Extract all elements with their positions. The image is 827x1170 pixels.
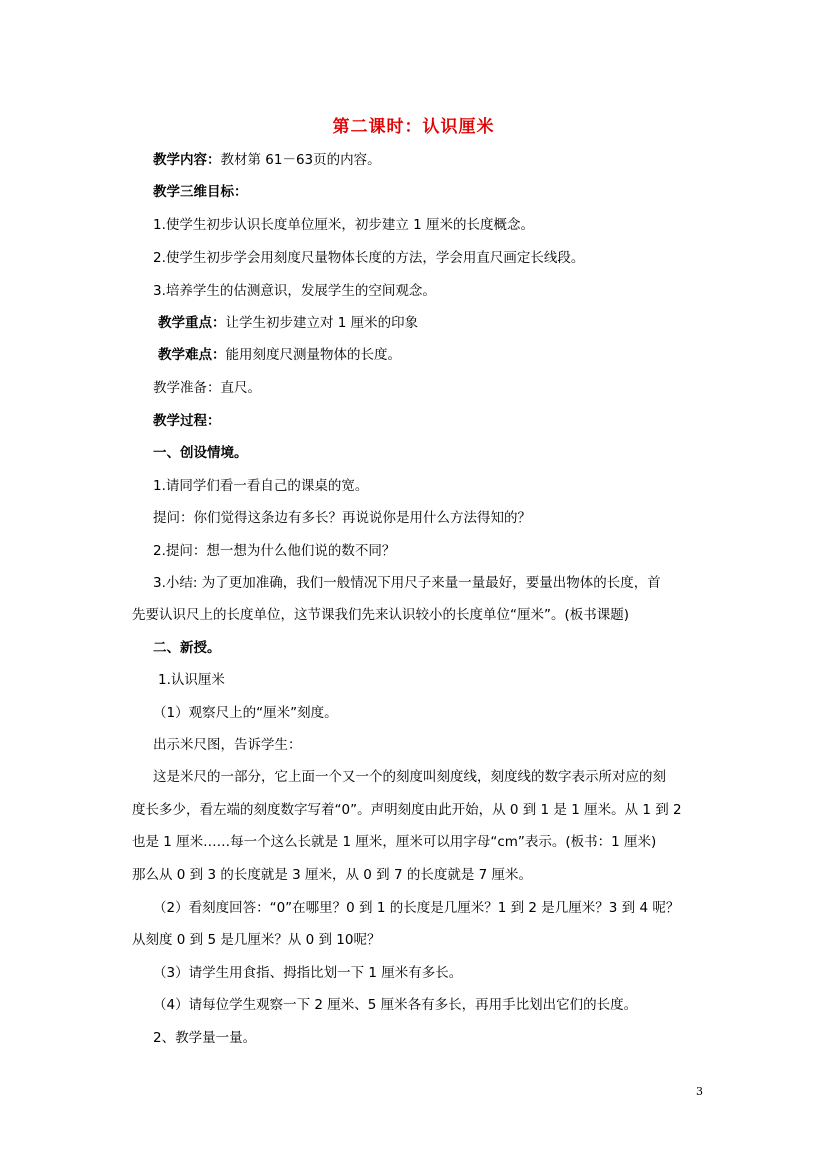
line-label: 教学过程：: [153, 413, 221, 429]
content-line: [153, 963, 462, 983]
content-line: [132, 605, 629, 625]
content-line: [158, 313, 418, 333]
content-line: [158, 345, 401, 365]
line-text: 让学生初步建立对 1 厘米的印象: [225, 315, 419, 331]
content-line: [153, 476, 368, 496]
line-label: 二、新授。: [153, 640, 221, 656]
page-number: 3: [696, 1085, 703, 1098]
line-text: 先要认识尺上的长度单位，这节课我们先来认识较小的长度单位“厘米”。(板书课题): [132, 607, 630, 623]
content-line: [153, 638, 221, 658]
content-line: [132, 832, 656, 852]
line-text: 度长多少，看左端的刻度数字写着“0”。声明刻度由此开始，从 0 到 1 是 1 厘米。从 1 到 2: [132, 802, 682, 818]
content-line: [132, 865, 532, 885]
line-text: （2）看刻度回答：“0”在哪里？0 到 1 的长度是几厘米？1 到 2 是几厘米？3 到 4 呢？: [153, 900, 680, 916]
line-text: 3.培养学生的估测意识，发展学生的空间观念。: [153, 283, 436, 299]
line-text: 2、教学量一量。: [153, 1030, 257, 1046]
line-label: 教学重点：: [158, 315, 226, 331]
line-text: 那么从 0 到 3 的长度就是 3 厘米，从 0 到 7 的长度就是 7 厘米。: [132, 867, 533, 883]
line-text: 2.使学生初步学会用刻度尺量物体长度的方法，学会用直尺画定长线段。: [153, 250, 585, 266]
content-line: [153, 573, 661, 593]
line-text: 出示米尺图，告诉学生：: [153, 737, 302, 753]
content-line: [153, 378, 261, 398]
content-line: [153, 508, 531, 528]
line-text: 1.认识厘米: [158, 672, 225, 688]
line-label: 一、创设情境。: [153, 445, 248, 461]
line-label: 教学三维目标：: [153, 184, 248, 200]
line-label: 教学内容：: [153, 152, 221, 168]
content-line: [153, 248, 584, 268]
line-text: （4）请每位学生观察一下 2 厘米、5 厘米各有多长，再用手比划出它们的长度。: [153, 997, 638, 1013]
content-line: [153, 995, 637, 1015]
content-line: [132, 800, 682, 820]
content-line: [153, 735, 302, 755]
content-line: [153, 767, 666, 787]
content-line: [153, 150, 381, 170]
content-line: [153, 443, 248, 463]
content-line: [153, 281, 436, 301]
line-text: 能用刻度尺测量物体的长度。: [225, 347, 401, 363]
content-line: [153, 411, 221, 431]
line-text: 2.提问：想一想为什么他们说的数不同？: [153, 543, 396, 559]
content-line: [153, 703, 338, 723]
line-text: 提问：你们觉得这条边有多长？再说说你是用什么方法得知的？: [153, 510, 531, 526]
line-text: 教学准备：直尺。: [153, 380, 261, 396]
line-text: 教材第 61－63页的内容。: [220, 152, 381, 168]
line-text: （1）观察尺上的“厘米”刻度。: [153, 705, 338, 721]
line-text: 也是 1 厘米……每一个这么长就是 1 厘米，厘米可以用字母“cm”表示。(板书：1 厘米): [132, 834, 657, 850]
content-line: [153, 541, 395, 561]
content-line: [153, 898, 679, 918]
line-label: 教学难点：: [158, 347, 226, 363]
content-line: [153, 1028, 256, 1048]
content-line: [153, 182, 248, 202]
line-text: 从刻度 0 到 5 是几厘米？从 0 到 10呢？: [132, 932, 381, 948]
line-text: 1.请同学们看一看自己的课桌的宽。: [153, 478, 369, 494]
content-line: [153, 215, 534, 235]
line-text: 3.小结: 为了更加准确，我们一般情况下用尺子来量一量最好，要量出物体的长度，首: [153, 575, 661, 591]
line-text: 1.使学生初步认识长度单位厘米，初步建立 1 厘米的长度概念。: [153, 217, 535, 233]
lesson-title: 第二课时：认识厘米: [332, 117, 495, 137]
content-line: [158, 670, 225, 690]
line-text: （3）请学生用食指、拇指比划一下 1 厘米有多长。: [153, 965, 463, 981]
line-text: 这是米尺的一部分，它上面一个又一个的刻度叫刻度线，刻度线的数字表示所对应的刻: [153, 769, 666, 785]
content-line: [132, 930, 380, 950]
